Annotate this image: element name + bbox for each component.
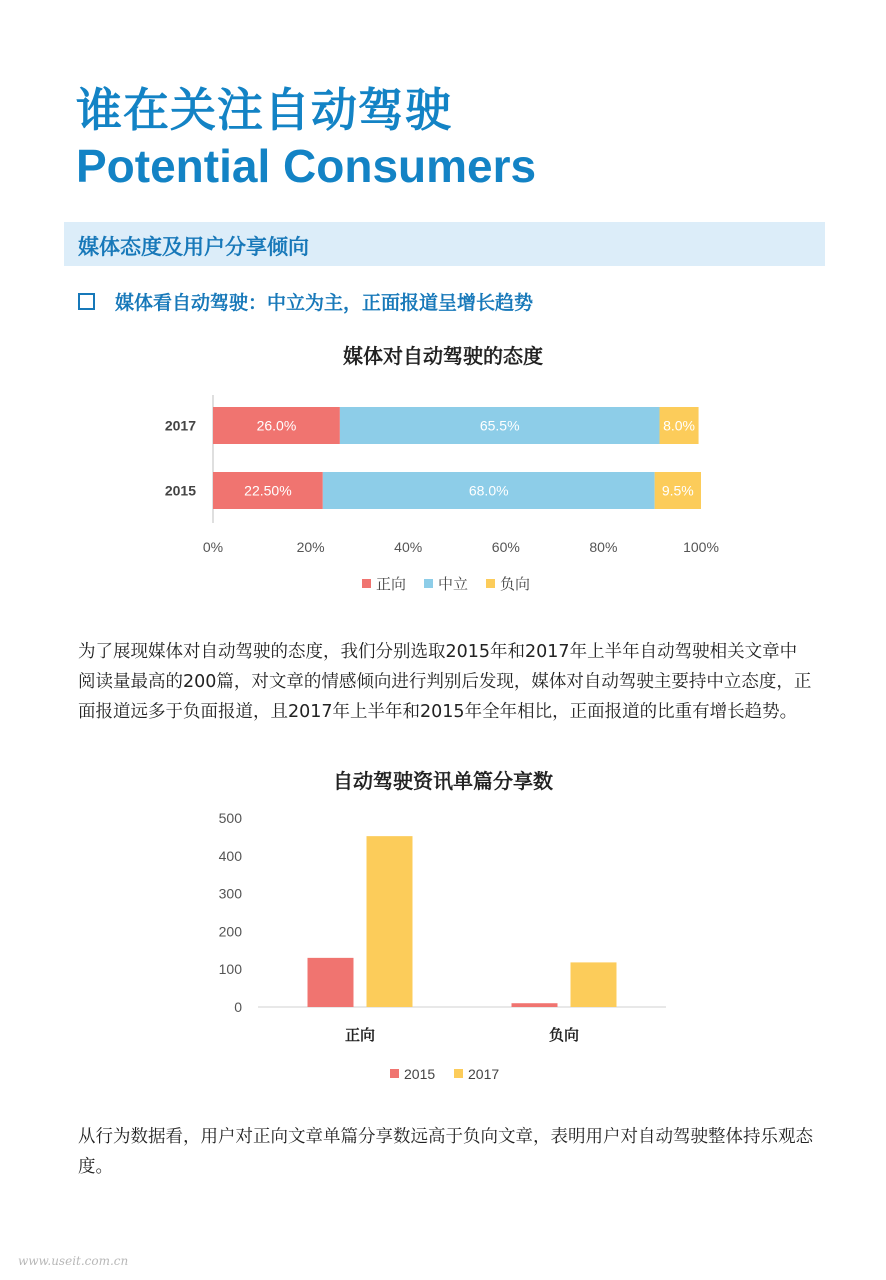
category-label: 2017 [164,417,196,434]
data-label: 26.0% [256,417,297,434]
x-tick-label: 100% [683,539,719,555]
legend-label: 2015 [404,1066,436,1082]
data-label: 68.0% [468,482,509,499]
bar-2015 [308,958,354,1007]
legend-swatch-0 [362,579,371,588]
x-tick-label: 40% [394,539,423,555]
section-header [64,222,825,266]
checkbox-bullet-icon [78,293,95,310]
page-title-en: Potential Consumers [76,140,537,192]
legend-swatch-0 [390,1069,399,1078]
legend-swatch-2 [486,579,495,588]
watermark: www.useit.com.cn [18,1254,129,1268]
category-label: 正向 [344,1027,376,1044]
subheading-text: 媒体看自动驾驶：中立为主，正面报道呈增长趋势 [115,292,534,314]
category-label: 2015 [164,482,196,499]
legend-label: 2017 [468,1066,500,1082]
paragraph-share-behavior: 从行为数据看，用户对正向文章单篇分享数远高于负向文章，表明用户对自动驾驶整体持乐观态度。 [78,1126,813,1177]
legend-label: 中立 [438,576,469,593]
x-tick-label: 0% [202,539,224,555]
data-label: 65.5% [479,417,520,434]
data-label: 8.0% [663,417,696,434]
y-tick-label: 500 [218,810,242,826]
bar-2017 [367,836,413,1007]
chart1-title: 媒体对自动驾驶的态度 [343,344,543,368]
legend-swatch-1 [454,1069,463,1078]
subheading [78,288,533,315]
data-label: 22.50% [244,482,292,499]
y-tick-label: 0 [234,999,242,1015]
chart2-title: 自动驾驶资讯单篇分享数 [333,769,553,793]
bar-2017 [571,962,617,1007]
section-title: 媒体态度及用户分享倾向 [78,235,309,259]
share-count-chart [0,800,886,1095]
paragraph-media-attitude: 为了展现媒体对自动驾驶的态度，我们分别选取2015年和2017年上半年自动驾驶相关文章中阅读量最高的200篇，对文章的情感倾向进行判别后发现，媒体对自动驾驶主要持中立态度，正面报道远多于负面报道，且2017年上半年和2015年全年相比，正面报道的比重有增长趋势。 [78,641,812,722]
legend-swatch-1 [424,579,433,588]
media-attitude-chart [0,395,886,605]
legend-label: 正向 [376,576,407,593]
bar-2015 [512,1003,558,1007]
x-tick-label: 60% [491,539,520,555]
x-tick-label: 20% [296,539,325,555]
y-tick-label: 200 [218,923,242,940]
y-tick-label: 300 [218,885,242,902]
y-tick-label: 100 [218,961,242,978]
x-tick-label: 80% [589,539,618,555]
data-label: 9.5% [661,482,694,499]
category-label: 负向 [548,1027,580,1044]
y-tick-label: 400 [218,847,242,864]
legend-label: 负向 [500,576,531,593]
page-title-cn: 谁在关注自动驾驶 [76,83,452,137]
